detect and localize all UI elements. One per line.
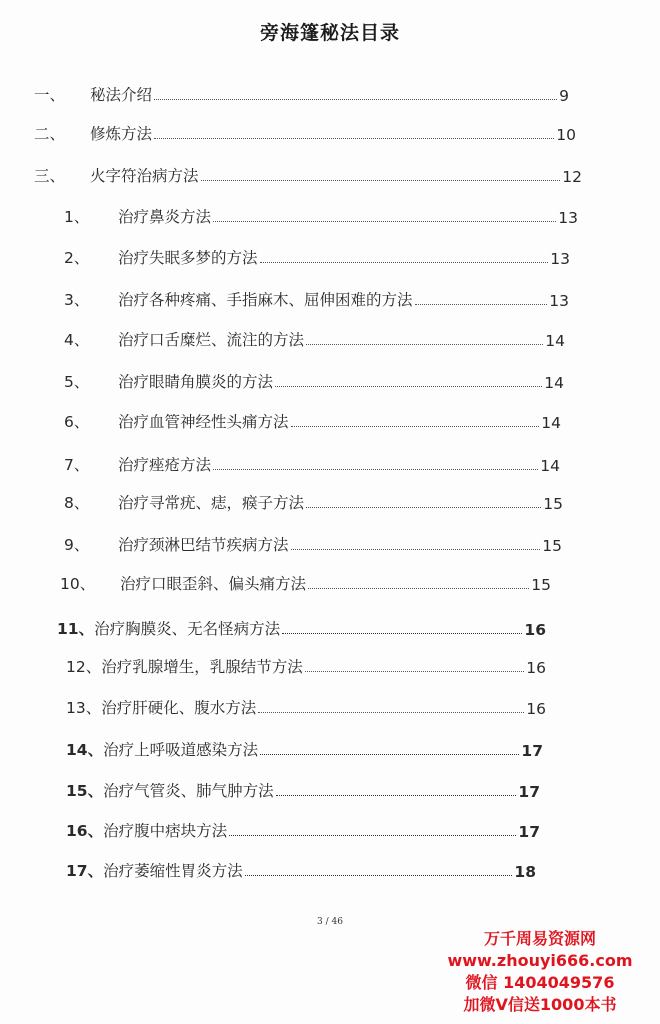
toc-text: 治疗眼睛角膜炎的方法	[118, 373, 274, 391]
watermark-line: 微信 1404049576	[465, 973, 615, 992]
toc-entry	[34, 162, 582, 186]
toc-leader	[308, 587, 529, 589]
toc-leader	[415, 303, 548, 305]
toc-page-number: 17	[521, 742, 543, 760]
toc-number: 16、	[66, 822, 104, 840]
toc-text: 治疗痤疮方法	[118, 456, 212, 474]
toc-leader	[201, 179, 561, 181]
toc-page-number: 16	[526, 659, 546, 677]
toc-number: 7、	[64, 456, 90, 474]
toc-number: 10、	[60, 575, 96, 593]
toc-text: 治疗气管炎、肺气肿方法	[103, 782, 274, 800]
toc-page-number: 15	[542, 537, 562, 555]
toc-text: 治疗肝硬化、腹水方法	[101, 699, 257, 717]
toc-page-number: 15	[543, 495, 563, 513]
toc-leader	[258, 711, 524, 713]
toc-number: 11、	[57, 620, 95, 638]
toc-entry	[64, 326, 565, 350]
toc-text: 治疗血管神经性头痛方法	[118, 413, 289, 431]
toc-number: 12、	[66, 658, 102, 676]
toc-number: 一、	[34, 86, 66, 104]
toc-leader	[154, 98, 557, 100]
toc-number: 2、	[64, 249, 90, 267]
toc-leader	[229, 834, 516, 836]
toc-number: 三、	[34, 167, 66, 185]
watermark	[430, 928, 650, 1016]
toc-leader	[282, 632, 522, 634]
toc-entry	[66, 736, 543, 760]
toc-entry	[64, 244, 570, 268]
toc-entry	[60, 570, 551, 594]
toc-number: 1、	[64, 208, 90, 226]
toc-leader	[276, 794, 517, 796]
toc-entry	[66, 653, 546, 677]
toc-page-number: 16	[524, 621, 546, 639]
toc-text: 秘法介绍	[90, 86, 153, 104]
toc-page-number: 14	[544, 374, 564, 392]
toc-number: 8、	[64, 494, 90, 512]
toc-leader	[260, 753, 519, 755]
toc-entry	[66, 694, 546, 718]
toc-entry	[66, 777, 540, 801]
toc-page-number: 17	[518, 823, 540, 841]
toc-entry	[66, 857, 536, 881]
toc-leader	[275, 385, 542, 387]
toc-page-number: 15	[531, 576, 551, 594]
toc-leader	[291, 425, 540, 427]
toc-leader	[305, 670, 525, 672]
toc-entry	[66, 817, 540, 841]
toc-page-number: 10	[556, 126, 576, 144]
toc-page-number: 12	[562, 168, 582, 186]
toc-entry	[34, 81, 569, 105]
toc-text: 治疗胸膜炎、无名怪病方法	[94, 620, 281, 638]
toc-entry	[34, 120, 576, 144]
toc-page-number: 17	[518, 783, 540, 801]
toc-entry	[64, 451, 560, 475]
toc-page-number: 9	[559, 87, 569, 105]
toc-text: 治疗上呼吸道感染方法	[103, 741, 259, 759]
toc-entry	[64, 489, 563, 513]
toc-page-number: 14	[540, 457, 560, 475]
toc-page-number: 13	[558, 209, 578, 227]
watermark-line: 加微V信送1000本书	[463, 995, 617, 1014]
toc-text: 治疗各种疼痛、手指麻木、屈伸困难的方法	[118, 291, 413, 309]
toc-leader	[260, 261, 549, 263]
toc-text: 治疗腹中痞块方法	[103, 822, 228, 840]
toc-entry	[64, 286, 569, 310]
toc-text: 火字符治病方法	[90, 167, 199, 185]
toc-number: 5、	[64, 373, 90, 391]
toc-page-number: 14	[541, 414, 561, 432]
toc-text: 治疗乳腺增生，乳腺结节方法	[101, 658, 303, 676]
toc-number: 3、	[64, 291, 90, 309]
toc-entry	[64, 531, 562, 555]
toc-entry	[64, 368, 564, 392]
toc-text: 治疗失眠多梦的方法	[118, 249, 258, 267]
toc-number: 15、	[66, 782, 104, 800]
toc-text: 治疗口舌糜烂、流注的方法	[118, 331, 305, 349]
toc-entry	[57, 615, 546, 639]
toc-text: 治疗口眼歪斜、偏头痛方法	[120, 575, 307, 593]
toc-text: 治疗鼻炎方法	[118, 208, 212, 226]
toc-page-number: 18	[514, 863, 536, 881]
page-number-footer: 3 / 46	[317, 917, 343, 927]
watermark-url: www.zhouyi666.com	[447, 951, 633, 970]
toc-number: 4、	[64, 331, 90, 349]
watermark-line: 万千周易资源网	[483, 929, 596, 948]
page-title: 旁海篷秘法目录	[259, 22, 400, 44]
toc-text: 治疗颈淋巴结节疾病方法	[118, 536, 289, 554]
toc-page-number: 14	[545, 332, 565, 350]
toc-number: 9、	[64, 536, 90, 554]
toc-leader	[306, 343, 543, 345]
toc-page-number: 13	[549, 292, 569, 310]
toc-leader	[213, 220, 556, 222]
toc-text: 修炼方法	[90, 125, 153, 143]
toc-number: 二、	[34, 125, 66, 143]
toc-leader	[245, 874, 513, 876]
toc-leader	[213, 468, 538, 470]
toc-number: 13、	[66, 699, 102, 717]
toc-text: 治疗萎缩性胃炎方法	[103, 862, 243, 880]
toc-number: 14、	[66, 741, 104, 759]
toc-leader	[154, 137, 554, 139]
toc-leader	[306, 506, 541, 508]
toc-entry	[64, 408, 561, 432]
toc-page-number: 16	[526, 700, 546, 718]
toc-page-number: 13	[550, 250, 570, 268]
toc-leader	[291, 548, 541, 550]
toc-text: 治疗寻常疣、痣，瘊子方法	[118, 494, 305, 512]
toc-entry	[64, 203, 578, 227]
toc-number: 17、	[66, 862, 104, 880]
toc-number: 6、	[64, 413, 90, 431]
